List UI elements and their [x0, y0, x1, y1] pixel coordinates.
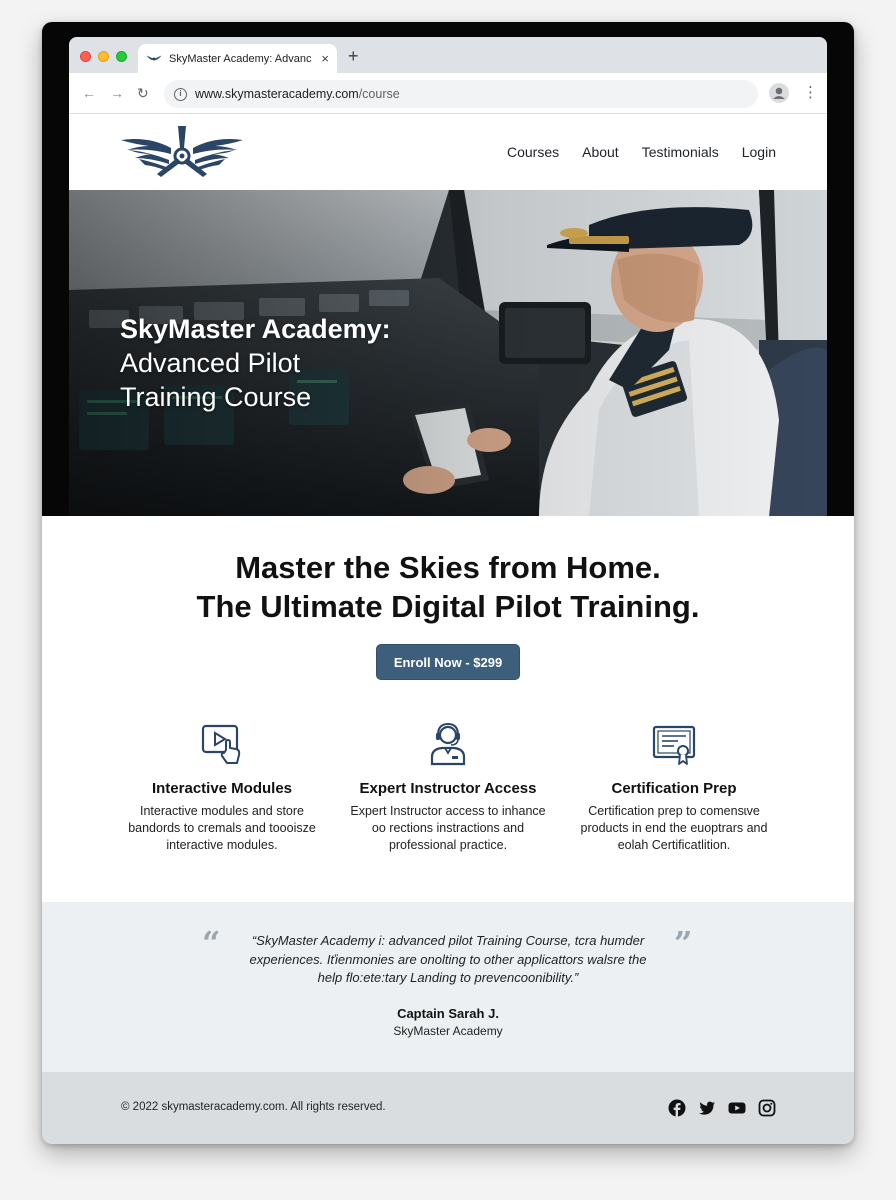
nav-login[interactable]: Login [741, 144, 776, 160]
nav-about[interactable]: About [582, 144, 619, 160]
instagram-icon[interactable] [758, 1099, 776, 1117]
skymaster-wings-logo[interactable] [119, 124, 245, 180]
main-nav [507, 144, 776, 160]
feature-title: Expert Instructor Access [359, 780, 537, 797]
browser-tab[interactable] [138, 44, 337, 73]
main-headline [42, 548, 854, 626]
twitter-icon[interactable] [698, 1099, 716, 1117]
youtube-icon[interactable] [728, 1099, 746, 1117]
feature-description: Interactive modules and store bandords to cremals and tooоisze interactive modules. [128, 804, 316, 852]
browser-window [69, 37, 827, 517]
hero-banner [69, 190, 827, 517]
minimize-window-button[interactable] [98, 51, 109, 62]
page-content [42, 516, 854, 1144]
hero-title-line-2: Advanced Pilot [120, 348, 301, 378]
device-frame [42, 22, 854, 1144]
headline-line-2: The Ultimate Digital Pilot Training. [196, 589, 700, 624]
url-path: /course [358, 87, 400, 101]
enroll-button[interactable]: Enroll Now - $299 [376, 644, 520, 680]
feature-expert-instructor [328, 720, 568, 854]
testimonial-organization: SkyMaster Academy [393, 1024, 503, 1038]
close-quote-icon: ” [674, 924, 693, 962]
reload-icon[interactable]: ↻ [137, 85, 149, 101]
testimonial-quote: “SkyMaster Academy i: advanced pilot Training Course, tcra humder experiences. Iťienmonies are onolting to other applicattors walsre the help flo:ete:tary Landing to prevencoonibility.” [249, 933, 647, 985]
profile-avatar-icon[interactable] [769, 83, 789, 103]
hero-title-line-1: SkyMaster Academy: [120, 314, 391, 344]
browser-toolbar [69, 73, 827, 114]
address-bar[interactable] [164, 80, 758, 108]
tab-bar [69, 37, 827, 73]
feature-certification-prep [554, 720, 794, 854]
url-domain: www.skymasteracademy.com [195, 87, 359, 101]
close-tab-icon[interactable]: × [321, 51, 329, 66]
testimonial-section [42, 902, 854, 1072]
feature-description: Certification prep to comensɩve products in end the euoptrars and eolah Certificatlition. [580, 804, 768, 852]
hero-title [120, 312, 450, 414]
maximize-window-button[interactable] [116, 51, 127, 62]
testimonial-author: Captain Sarah J. [397, 1006, 499, 1021]
new-tab-button[interactable]: + [348, 46, 359, 66]
tab-title: SkyMaster Academy: Advanc [169, 52, 312, 65]
feature-title: Certification Prep [611, 780, 737, 797]
wings-favicon-icon [146, 54, 162, 64]
more-menu-icon[interactable]: ⋮ [803, 84, 818, 101]
site-info-icon[interactable]: i [174, 88, 187, 101]
nav-courses[interactable]: Courses [506, 144, 560, 160]
forward-arrow-icon[interactable]: → [110, 85, 124, 101]
headline-line-1: Master the Skies from Home. [235, 550, 661, 585]
site-footer [42, 1072, 854, 1144]
site-header [69, 114, 827, 190]
video-touch-icon [198, 720, 246, 768]
feature-description: Expert Instructor access to inhance oo rections instractions and professional practice. [350, 804, 546, 852]
feature-interactive-modules [102, 720, 342, 854]
feature-title: Interactive Modules [151, 780, 293, 797]
copyright-text: © 2022 skymasteracademy.com. All rights reserved. [121, 1101, 386, 1113]
instructor-headset-icon [424, 720, 472, 768]
back-arrow-icon[interactable]: ← [82, 85, 96, 101]
facebook-icon[interactable] [668, 1099, 686, 1117]
certificate-icon [650, 720, 698, 768]
close-window-button[interactable] [80, 51, 91, 62]
nav-testimonials[interactable]: Testimonials [641, 144, 719, 160]
open-quote-icon: “ [202, 924, 221, 962]
hero-title-line-3: Training Course [120, 382, 312, 412]
